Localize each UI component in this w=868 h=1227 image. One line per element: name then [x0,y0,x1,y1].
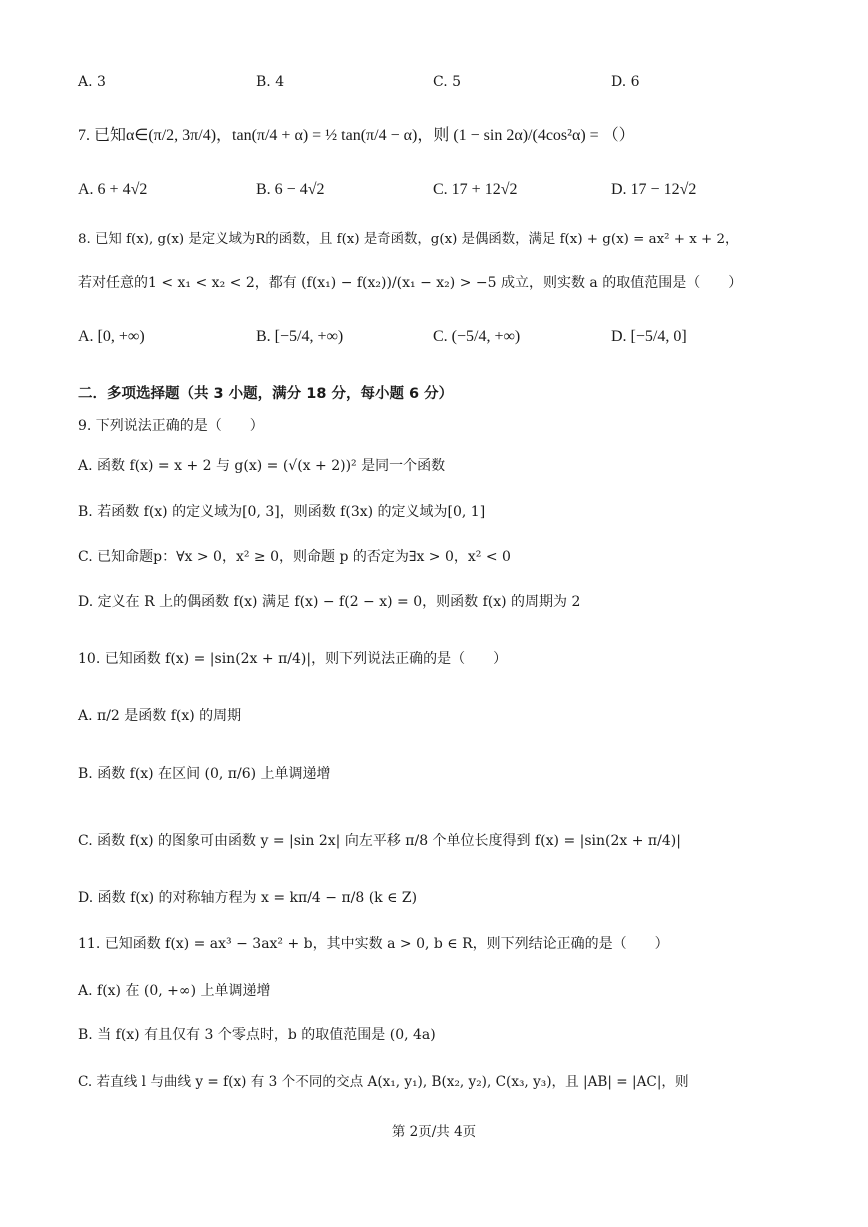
q9-stem: 9. 下列说法正确的是（ ） [78,418,264,434]
page-number-footer: 第 2页/共 4页 [391,1124,477,1140]
q9-option-d: D. 定义在 R 上的偶函数 f(x) 满足 f(x) − f(2 − x) = 0，则函数 f(x) 的周期为 2 [78,594,581,610]
q8-options [78,328,798,354]
q9-option-b: B. 若函数 f(x) 的定义域为[0, 3]，则函数 f(3x) 的定义域为[0, 1] [78,504,486,520]
q11-option-a: A. f(x) 在 (0, +∞) 上单调递增 [78,983,271,999]
q9-option-a: A. 函数 f(x) = x + 2 与 g(x) = (√(x + 2))² 是同一个函数 [78,458,446,474]
q10-option-d: D. 函数 f(x) 的对称轴方程为 x = kπ/4 − π/8 (k ∈ Z) [78,890,418,906]
q8-option-b: B. [−5/4, +∞) [256,328,344,345]
q6-option-d: D. 6 [611,74,640,90]
q7-option-b: B. 6 − 4√2 [256,181,325,198]
q8-stem-line2: 若对任意的1 < x₁ < x₂ < 2，都有 (f(x₁) − f(x₂))/(x₁ − x₂) > −5 成立，则实数 a 的取值范围是（ ） [78,275,743,291]
q7-option-c: C. 17 + 12√2 [433,181,518,198]
q9-option-c: C. 已知命题p：∀x > 0，x² ≥ 0，则命题 p 的否定为∃x > 0，x² < 0 [78,549,511,565]
q7-option-a: A. 6 + 4√2 [78,181,148,198]
q6-options [78,74,798,100]
q6-option-a: A. 3 [78,74,106,90]
q10-option-b: B. 函数 f(x) 在区间 (0, π/6) 上单调递增 [78,766,331,782]
section-heading-multiple-choice: 二．多项选择题（共 3 小题，满分 18 分，每小题 6 分） [78,386,454,402]
q8-option-d: D. [−5/4, 0] [611,328,687,345]
q7-options [78,181,798,207]
q10-option-c: C. 函数 f(x) 的图象可由函数 y = |sin 2x| 向左平移 π/8 个单位长度得到 f(x) = |sin(2x + π/4)| [78,833,681,849]
q8-option-a: A. [0, +∞) [78,328,145,345]
q8-option-c: C. (−5/4, +∞) [433,328,521,345]
q11-option-b: B. 当 f(x) 有且仅有 3 个零点时，b 的取值范围是 (0, 4a) [78,1027,436,1043]
q7-option-d: D. 17 − 12√2 [611,181,697,198]
q10-option-a: A. π/2 是函数 f(x) 的周期 [78,708,242,724]
q11-option-c: C. 若直线 l 与曲线 y = f(x) 有 3 个不同的交点 A(x₁, y₁), B(x₂, y₂), C(x₃, y₃)，且 |AB| = |AC|，则 [78,1074,689,1090]
q11-stem: 11. 已知函数 f(x) = ax³ − 3ax² + b，其中实数 a > 0, b ∈ R，则下列结论正确的是（ ） [78,936,669,952]
q10-stem: 10. 已知函数 f(x) = |sin(2x + π/4)|，则下列说法正确的是（ ） [78,651,508,667]
q6-option-b: B. 4 [256,74,285,90]
q7-stem: 7. 已知α∈(π/2, 3π/4)，tan(π/4 + α) = ½ tan(π/4 − α)，则 (1 − sin 2α)/(4cos²α) = （） [78,127,635,144]
q8-stem-line1: 8. 已知 f(x), g(x) 是定义域为R的函数，且 f(x) 是奇函数，g(x) 是偶函数，满足 f(x) + g(x) = ax² + x + 2， [78,232,739,247]
q6-option-c: C. 5 [433,74,462,90]
